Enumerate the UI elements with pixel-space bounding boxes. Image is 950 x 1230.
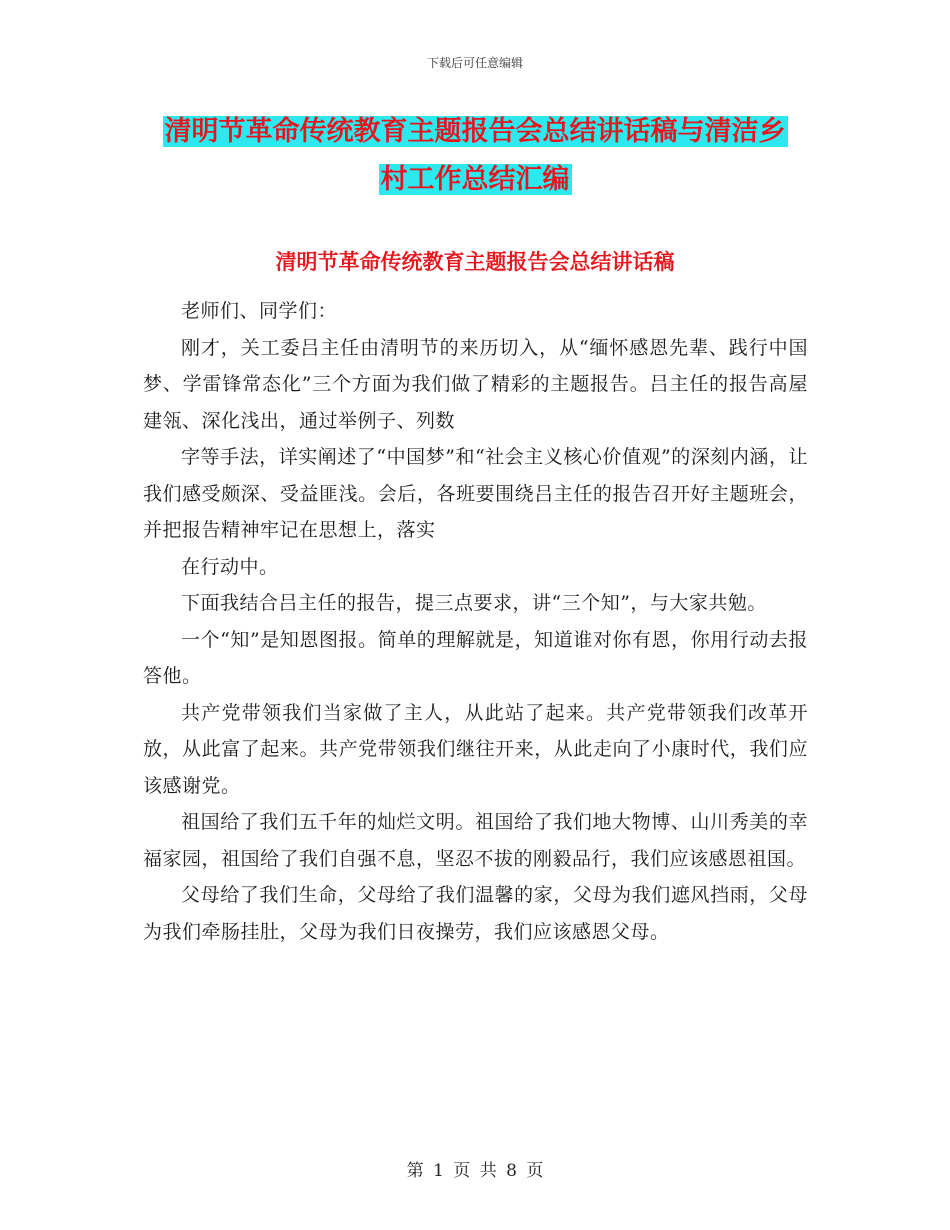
paragraph: 父母给了我们生命，父母给了我们温馨的家，父母为我们遮风挡雨，父母为我们牵肠挂肚，父母为我们日夜操劳，我们应该感恩父母。 xyxy=(143,884,808,943)
paragraph-greeting: 老师们、同学们： xyxy=(181,300,338,322)
section-title: 清明节革命传统教育主题报告会总结讲话稿 xyxy=(275,250,675,274)
paragraph: 刚才，关工委吕主任由清明节的来历切入，从“缅怀感恩先辈、践行中国梦、学雷锋常态化”三个方面为我们做了精彩的主题报告。吕主任的报告高屋建瓴、深化浅出，通过举例子、列数 xyxy=(143,336,808,432)
paragraph: 一个“知”是知恩图报。简单的理解就是，知道谁对你有恩，你用行动去报答他。 xyxy=(143,628,808,687)
paragraph: 祖国给了我们五千年的灿烂文明。祖国给了我们地大物博、山川秀美的幸福家园，祖国给了我们自强不息，坚忍不拔的刚毅品行，我们应该感恩祖国。 xyxy=(143,811,808,870)
document-body xyxy=(143,293,808,950)
document-title xyxy=(140,108,810,204)
paragraph: 字等手法，详实阐述了“中国梦”和“社会主义核心价值观”的深刻内涵，让我们感受颇深、受益匪浅。会后，各班要围绕吕主任的报告召开好主题班会，并把报告精神牢记在思想上，落实 xyxy=(143,446,808,541)
paragraph: 共产党带领我们当家做了主人，从此站了起来。共产党带领我们改革开放，从此富了起来。共产党带领我们继往开来，从此走向了小康时代，我们应该感谢党。 xyxy=(143,701,808,797)
paragraph: 下面我结合吕主任的报告，提三点要求，讲“三个知”，与大家共勉。 xyxy=(181,592,767,614)
document-title-line-2: 村工作总结汇编 xyxy=(380,164,570,195)
paragraph: 在行动中。 xyxy=(181,555,279,578)
document-title-line-1: 清明节革命传统教育主题报告会总结讲话稿与清洁乡 xyxy=(164,116,786,147)
header-note: 下载后可任意编辑 xyxy=(426,56,523,70)
page-number-footer: 第 1 页 共 8 页 xyxy=(406,1161,544,1181)
